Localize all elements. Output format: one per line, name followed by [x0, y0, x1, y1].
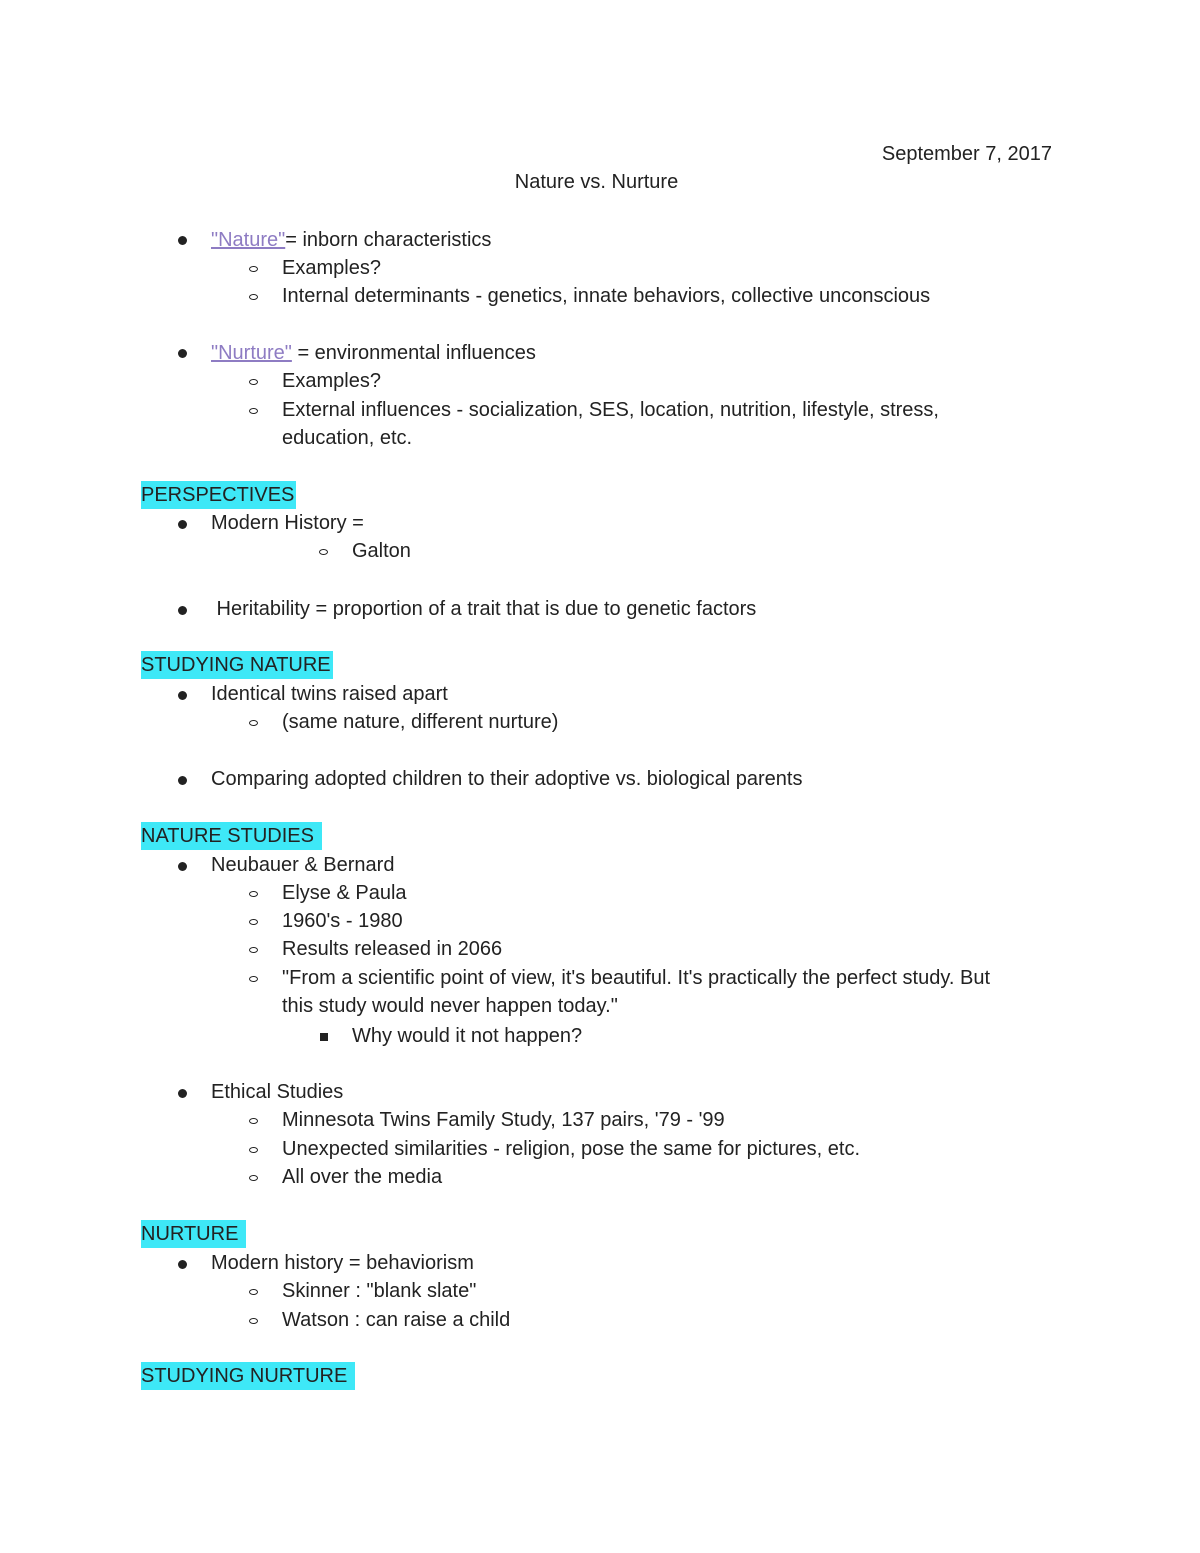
bullet-icon [178, 691, 187, 700]
hollow-bullet-icon [319, 549, 328, 555]
hollow-bullet-icon [249, 976, 258, 982]
studying-nature-twins: Identical twins raised apart [211, 683, 448, 705]
perspectives-galton: Galton [352, 540, 411, 562]
nature-definition-text: = inborn characteristics [285, 229, 492, 251]
perspectives-modern-history: Modern History = [211, 512, 364, 534]
nature-studies-neubauer: Neubauer & Bernard [211, 854, 395, 876]
hollow-bullet-icon [249, 947, 258, 953]
nurture-definition [211, 339, 536, 367]
bullet-icon [178, 349, 187, 358]
section-heading-studying-nurture: STUDYING NURTURE [141, 1362, 355, 1390]
hollow-bullet-icon [249, 919, 258, 925]
nurture-definition-text: = environmental influences [291, 342, 536, 364]
bullet-icon [178, 606, 187, 615]
nurture-link[interactable]: "Nurture" [211, 342, 292, 364]
studying-nature-twins-note: (same nature, different nurture) [282, 711, 559, 733]
nature-definition [211, 226, 491, 254]
nature-studies-sub-item: 1960's - 1980 [282, 910, 403, 932]
bullet-icon [178, 236, 187, 245]
studying-nature-adoption: Comparing adopted children to their adoptive vs. biological parents [211, 768, 803, 790]
bullet-icon [178, 520, 187, 529]
section-heading-studying-nature: STUDYING NATURE [141, 651, 333, 679]
bullet-icon [178, 1260, 187, 1269]
hollow-bullet-icon [249, 1318, 258, 1324]
hollow-bullet-icon [249, 1147, 258, 1153]
ethical-studies-sub-item: Unexpected similarities - religion, pose the same for pictures, etc. [282, 1138, 861, 1160]
nature-determinants: Internal determinants - genetics, innate behaviors, collective unconscious [282, 285, 931, 307]
document-date: September 7, 2017 [881, 143, 1052, 165]
bullet-icon [178, 776, 187, 785]
hollow-bullet-icon [249, 408, 258, 414]
ethical-studies-sub-item: Minnesota Twins Family Study, 137 pairs, '79 - '99 [282, 1109, 725, 1131]
nurture-influences-line1: External influences - socialization, SES, location, nutrition, lifestyle, stress, [282, 399, 939, 421]
hollow-bullet-icon [249, 266, 258, 272]
hollow-bullet-icon [249, 1289, 258, 1295]
square-bullet-icon [320, 1033, 328, 1041]
section-heading-nature-studies: NATURE STUDIES [141, 822, 322, 850]
nurture-modern-history: Modern history = behaviorism [211, 1252, 474, 1274]
nature-studies-quote-line1: "From a scientific point of view, it's beautiful. It's practically the perfect study. But [282, 967, 990, 989]
nature-studies-sub-item: Results released in 2066 [282, 938, 503, 960]
nature-studies-ethical: Ethical Studies [211, 1081, 344, 1103]
nature-examples: Examples? [282, 257, 381, 279]
hollow-bullet-icon [249, 379, 258, 385]
ethical-studies-sub-item: All over the media [282, 1166, 443, 1188]
hollow-bullet-icon [249, 1118, 258, 1124]
nature-studies-quote-line2: this study would never happen today." [282, 995, 618, 1017]
section-heading-perspectives: PERSPECTIVES [141, 481, 296, 509]
section-heading-nurture: NURTURE [141, 1220, 246, 1248]
nurture-examples: Examples? [282, 370, 381, 392]
hollow-bullet-icon [249, 1175, 258, 1181]
nature-link[interactable]: "Nature" [211, 229, 286, 251]
nurture-influences-line2: education, etc. [282, 427, 413, 449]
hollow-bullet-icon [249, 891, 258, 897]
bullet-icon [178, 1089, 187, 1098]
nurture-sub-item: Watson : can raise a child [282, 1309, 511, 1331]
perspectives-heritability: Heritability = proportion of a trait that is due to genetic factors [211, 598, 757, 620]
document-title: Nature vs. Nurture [514, 171, 679, 193]
nurture-sub-item: Skinner : "blank slate" [282, 1280, 477, 1302]
nature-studies-question: Why would it not happen? [352, 1025, 583, 1047]
hollow-bullet-icon [249, 720, 258, 726]
nature-studies-sub-item: Elyse & Paula [282, 882, 407, 904]
bullet-icon [178, 862, 187, 871]
hollow-bullet-icon [249, 294, 258, 300]
